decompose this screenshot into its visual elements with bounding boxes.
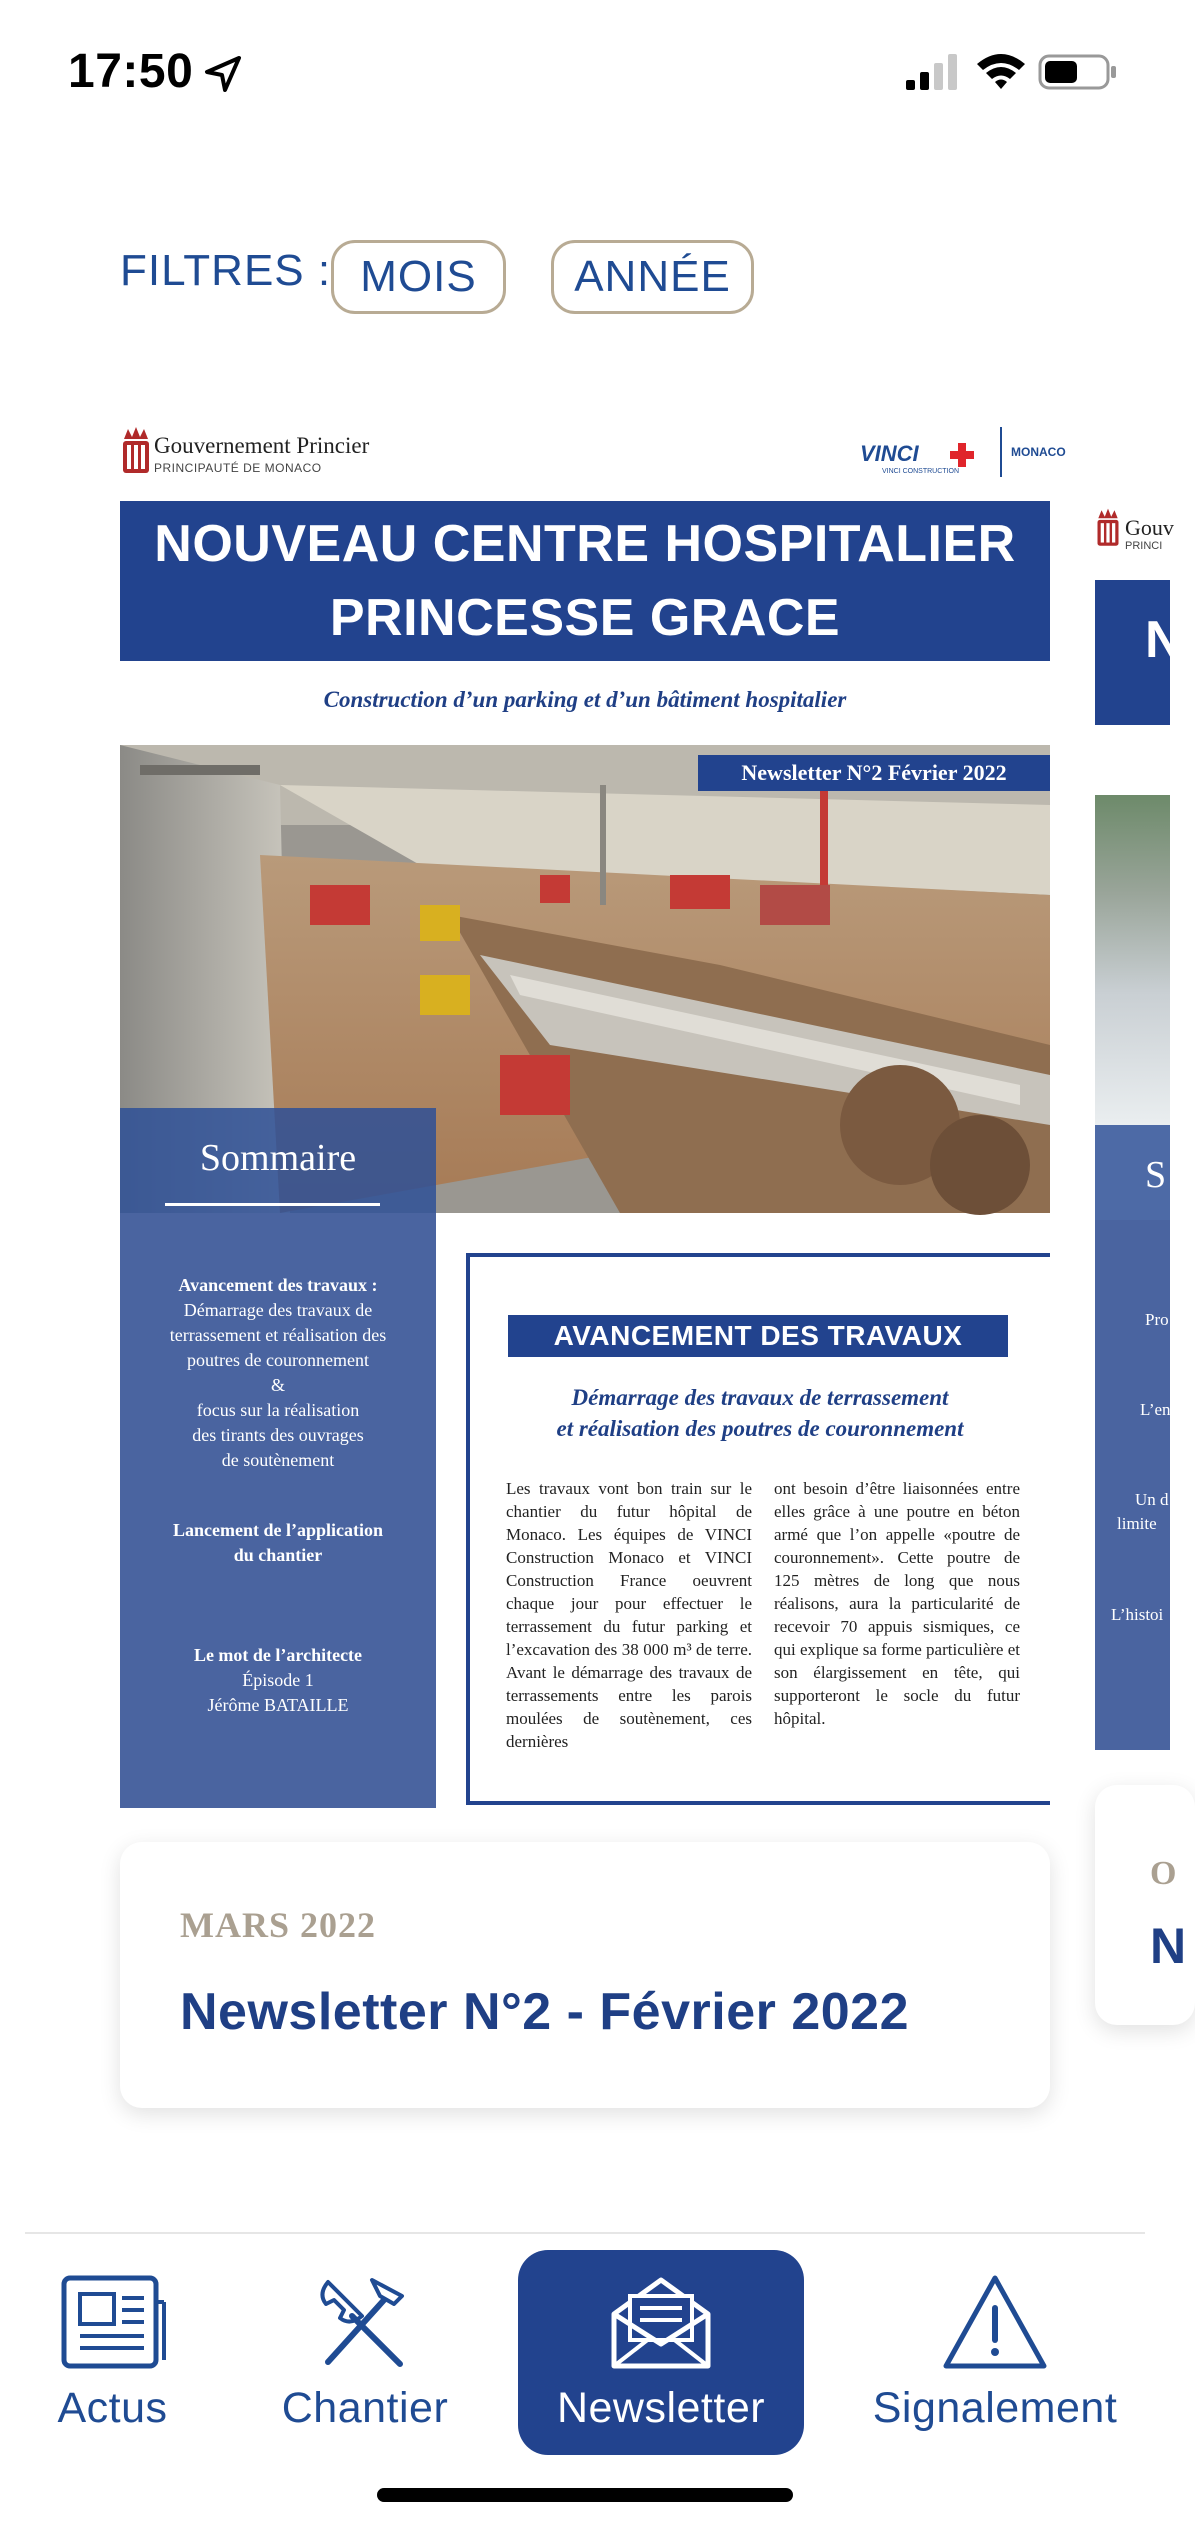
article-column-1: Les travaux vont bon train sur le chantier du futur hôpital de Monaco. Les équipes de VINCI Construction Monaco et VINCI Construction France oeuvrent chaque jour pour effectuer le terrassement du futur parking et l’excavation des 38 000 m³ de terre. Avant le démarrage des travaux de terrassements entre les parois moulées de soutènement, ces dernières	[506, 1479, 752, 1751]
battery-icon	[1038, 52, 1118, 92]
peek-sommaire-header	[1095, 1125, 1170, 1220]
title-banner	[120, 501, 1050, 661]
sommaire-item-title: Avancement des travaux :	[178, 1275, 378, 1295]
wifi-icon	[975, 50, 1027, 92]
article-banner: AVANCEMENT DES TRAVAUX	[508, 1315, 1008, 1357]
tools-icon	[310, 2272, 420, 2372]
issue-tag: Newsletter N°2 Février 2022	[698, 755, 1050, 791]
tab-label: Signalement	[872, 2384, 1118, 2432]
document-header	[120, 405, 1066, 495]
sommaire-divider	[165, 1203, 380, 1206]
article-subtitle-line: et réalisation des poutres de couronnement	[556, 1416, 964, 1441]
newsletter-card[interactable]	[120, 405, 1066, 2108]
gov-name: Gouvernement Princier	[154, 433, 370, 458]
home-indicator[interactable]	[377, 2488, 793, 2502]
tab-chantier[interactable]	[270, 2250, 460, 2455]
filter-month-button[interactable]: MOIS	[331, 240, 506, 314]
peek-caption-title: N	[1150, 1918, 1187, 1974]
document-subtitle: Construction d’un parking et d’un bâtiment hospitalier	[323, 687, 847, 712]
sommaire-item-title: Le mot de l’architecte	[193, 1645, 363, 1665]
peek-title-banner	[1095, 580, 1183, 725]
gov-subtitle: PRINCIPAUTÉ DE MONACO	[154, 461, 322, 475]
peek-body-text: Pro	[1145, 1310, 1169, 1329]
location-arrow-icon	[203, 54, 243, 94]
article-subtitle-line: Démarrage des travaux de terrassement	[571, 1385, 949, 1410]
newspaper-icon	[58, 2272, 168, 2372]
sommaire-item-line: focus sur la réalisation	[196, 1400, 360, 1420]
filter-year-button[interactable]: ANNÉE	[551, 240, 754, 314]
peek-body-text: L’histoi	[1111, 1605, 1164, 1624]
monaco-crest-icon	[120, 425, 152, 477]
sommaire-item-line: des tirants des ouvrages	[192, 1425, 364, 1445]
signal-icon	[904, 52, 960, 92]
tab-signalement[interactable]	[860, 2250, 1130, 2455]
peek-gov-subtitle: PRINCI	[1125, 540, 1163, 552]
tab-label: Chantier	[281, 2384, 449, 2432]
sommaire-item-title: du chantier	[233, 1545, 323, 1565]
peek-sommaire-body	[1095, 1220, 1170, 1750]
peek-body-text: L’en	[1140, 1400, 1171, 1419]
peek-gov-name: Gouv	[1125, 515, 1174, 540]
newsletter-caption[interactable]	[120, 1842, 1050, 2108]
sommaire-item-line: &	[270, 1375, 285, 1395]
next-newsletter-card[interactable]	[1095, 405, 1187, 2025]
peek-sommaire-title: S	[1145, 1154, 1167, 1196]
sommaire-body	[120, 1213, 436, 1808]
status-bar	[0, 0, 1170, 150]
peek-caption-date: O	[1150, 1855, 1177, 1892]
envelope-icon	[606, 2272, 716, 2372]
status-time: 17:50	[68, 45, 194, 98]
tab-newsletter[interactable]	[518, 2250, 804, 2455]
sommaire-item-line: Jérôme BATAILLE	[207, 1695, 349, 1715]
sommaire-item-title: Lancement de l’application	[173, 1520, 383, 1540]
tab-label: Newsletter	[556, 2384, 766, 2432]
sommaire-item-architecte	[134, 1643, 422, 1718]
warning-icon	[940, 2272, 1050, 2372]
title-line-2: PRINCESSE GRACE	[329, 589, 841, 647]
article-box	[466, 1253, 1050, 1805]
logo-divider	[1000, 427, 1002, 477]
article-subtitle	[470, 1382, 1050, 1444]
vinci-logo-text: VINCI CONSTRUCTION	[882, 468, 959, 475]
sommaire-item-line: Épisode 1	[242, 1670, 314, 1690]
peek-body-text: Un d	[1135, 1490, 1169, 1509]
peek-caption	[1095, 1785, 1195, 2025]
tab-label: Actus	[57, 2384, 168, 2432]
tab-bar-divider	[25, 2232, 1145, 2234]
sommaire-title: Sommaire	[199, 1137, 357, 1179]
sommaire-item-line: poutres de couronnement	[187, 1350, 369, 1370]
title-line-1: NOUVEAU CENTRE HOSPITALIER	[154, 515, 1016, 573]
sommaire-item-line: Démarrage des travaux de	[183, 1300, 373, 1320]
tab-actus[interactable]	[40, 2250, 185, 2455]
partner-tag: MONACO	[1011, 445, 1066, 459]
newsletter-title: Newsletter N°2 - Février 2022	[180, 1983, 909, 2041]
filters-label: FILTRES :	[120, 246, 332, 295]
vinci-logo	[860, 435, 1035, 481]
newsletter-date: MARS 2022	[180, 1905, 376, 1945]
peek-photo	[1095, 795, 1170, 1125]
sommaire-item-travaux	[134, 1273, 422, 1473]
sommaire-header	[120, 1108, 436, 1213]
peek-body-text: limite	[1117, 1514, 1157, 1533]
svg-text:VINCI: VINCI	[860, 441, 919, 466]
sommaire-item-application	[134, 1518, 422, 1568]
article-column-2: ont besoin d’être liaisonnées entre elles grâce à une poutre en béton armé que l’on appelle «poutre de couronnement». Cette poutre de 125 mètres de long que nous réalisons, aura la particularité de recevoir 70 appuis sismiques, ce qui explique sa forme particulière et son élargissement en tête, qui supporteront le socle du futur hôpital.	[774, 1479, 1020, 1728]
sommaire-item-line: terrassement et réalisation des	[169, 1325, 387, 1345]
monaco-crest-icon	[1095, 507, 1121, 549]
sommaire-item-line: de soutènement	[221, 1450, 335, 1470]
peek-title: N	[1145, 611, 1183, 669]
